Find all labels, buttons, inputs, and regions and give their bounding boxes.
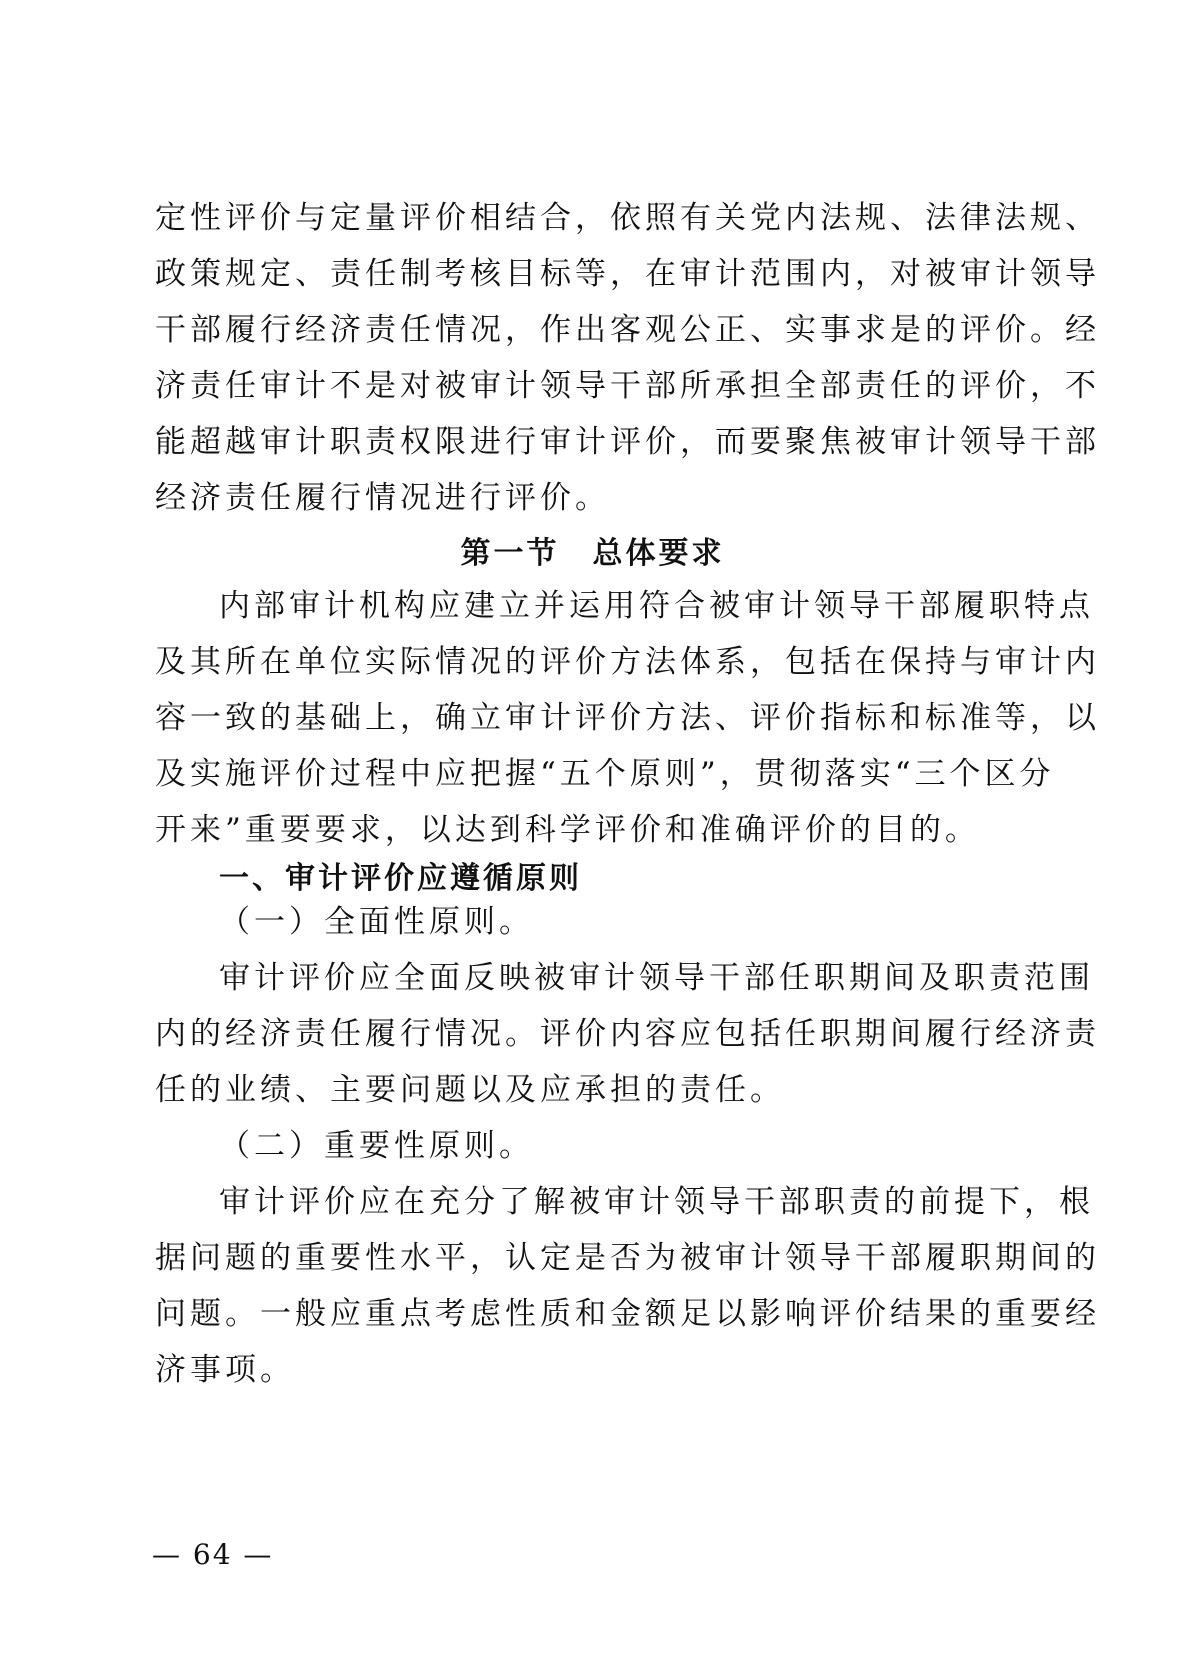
paragraph-line: 经济责任履行情况进行评价。 <box>155 480 610 516</box>
paragraph-line: 容一致的基础上，确立审计评价方法、评价指标和标准等，以 <box>155 700 1100 736</box>
paragraph-line: 济事项。 <box>155 1352 295 1388</box>
paragraph-line: 问题。一般应重点考虑性质和金额足以影响评价结果的重要经 <box>155 1296 1100 1332</box>
paragraph-line: 开来”重要要求，以达到科学评价和准确评价的目的。 <box>155 812 980 848</box>
principle-1 <box>155 894 1100 1118</box>
principle-2-title: （二）重要性原则。 <box>219 1128 534 1164</box>
paragraph-line: 干部履行经济责任情况，作出客观公正、实事求是的评价。经 <box>155 312 1100 348</box>
intro-paragraph <box>155 190 1100 526</box>
section-heading: 第一节 总体要求 <box>460 536 725 571</box>
paragraph-line: 审计评价应全面反映被审计领导干部任职期间及职责范围 <box>219 960 1094 996</box>
paragraph-line: 据问题的重要性水平，认定是否为被审计领导干部履职期间的 <box>155 1240 1100 1276</box>
paragraph-line: 定性评价与定量评价相结合，依照有关党内法规、法律法规、 <box>155 200 1100 236</box>
paragraph-line: 任的业绩、主要问题以及应承担的责任。 <box>155 1072 785 1108</box>
paragraph-line: 内的经济责任履行情况。评价内容应包括任职期间履行经济责 <box>155 1016 1100 1052</box>
paragraph-line: 济责任审计不是对被审计领导干部所承担全部责任的评价，不 <box>155 368 1100 404</box>
principle-1-title: （一）全面性原则。 <box>219 904 534 940</box>
paragraph-line: 及实施评价过程中应把握“五个原则”，贯彻落实“三个区分 <box>155 756 1055 792</box>
principle-2 <box>155 1118 1100 1398</box>
overview-paragraph <box>155 578 1100 858</box>
paragraph-line: 政策规定、责任制考核目标等，在审计范围内，对被审计领导 <box>155 256 1100 292</box>
paragraph-line: 内部审计机构应建立并运用符合被审计领导干部履职特点 <box>219 588 1094 624</box>
paragraph-line: 能超越审计职责权限进行审计评价，而要聚焦被审计领导干部 <box>155 424 1100 460</box>
principles-heading: 一、审计评价应遵循原则 <box>219 861 582 896</box>
paragraph-line: 及其所在单位实际情况的评价方法体系，包括在保持与审计内 <box>155 644 1100 680</box>
paragraph-line: 审计评价应在充分了解被审计领导干部职责的前提下，根 <box>219 1184 1094 1220</box>
page-number: — 64 — <box>152 1538 274 1571</box>
